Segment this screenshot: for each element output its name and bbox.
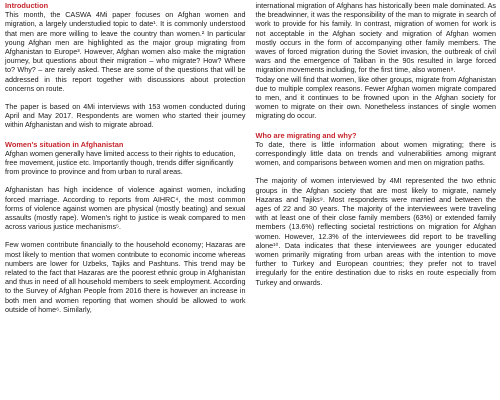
- who-paragraph-1: To date, there is little information about women migrating; there is correspondingly little data on trends and vulnerabilities among migrant women, and comparisons between women and men on migration paths.: [255, 139, 496, 168]
- womens-situation-heading: Women's situation in Afghanistan: [5, 139, 124, 149]
- right-column: [256, 0, 497, 400]
- situation-paragraph-1: Afghan women generally have limited access to their rights to education, free movement, justice etc. Importantly though, trends differ significantly from province to province and from urban to rural areas.: [5, 148, 236, 177]
- intro-paragraph-2: The paper is based on 4Mi interviews with 153 women conducted during April and May 2017. Respondents are women who started their journey within Afghanistan and wish to migrate abroad.: [5, 102, 246, 130]
- situation-paragraph-3: Few women contribute financially to the household economy; Hazaras are most likely to mention that women contribute to economic income whereas numbers are lower for Uzbeks, Tajiks and Pashtuns. This trend may be related to the fact that Hazaras are the poorest ethnic group in Afghanistan and thus in need of all household members to seek employment. According to the Survey of Afghan People from 2016 there is however an increase in both men and women reporting that women should be allowed to work outside of home⁶. Similarly,: [5, 240, 246, 314]
- who-migrating-heading: Who are migrating and why?: [255, 130, 357, 140]
- today-paragraph: Today one will find that women, like other groups, migrate from Afghanistan due to multiple complex reasons. Fewer Afghan women migrate compared to men, and it continues to be frowned upon in the Afghan society for women to migrate on their own. Nonetheless instances of single women migrating do occur.: [255, 74, 496, 121]
- intro-paragraph-1: This month, the CASWA 4Mi paper focuses on Afghan women and migration, a largely understudied topic to date¹. It is commonly understood that men are more willing to leave the country than women.² In particular young Afghan men are highlighted as the major group migrating from Afghanistan to Europe³. However, Afghan women also make the migration journey, but questions about their migration – who migrate? How? Where to? Why? – are rarely asked. These are some of the questions that will be addressed in this report together with discussions about protection concerns on route.: [5, 10, 246, 93]
- left-column: [5, 0, 246, 400]
- situation-paragraph-2: Afghanistan has high incidence of violence against women, including forced marriage. According to reports from AIHRC⁴, the most common forms of violence against women are physical (mostly beating) and sexual assaults (mostly rape). Women's right to justice is weak compared to men across various justice mechanisms⁵.: [5, 185, 246, 232]
- introduction-heading: Introduction: [5, 1, 49, 10]
- migration-history-paragraph: international migration of Afghans has historically been male dominated. As the breadwinner, it was the responsibility of the man to migrate in search of work to provide for his family. In contrast, migration of women for work is not acceptable in the Afghan society and migration of Afghan women mostly occurs in the form of accompanying other family members. The waves of forced migration during the Soviet invasion, the outbreak of civil wars and the emergence of Taliban in the 90s resulted in large forced migration movements including, for the first time, also women⁸.: [255, 1, 496, 75]
- who-paragraph-2: The majority of women interviewed by 4MI represented the two ethnic groups in the Afghan society that are most likely to migrate, namely Hazaras and Tajiks⁹. Most respondents were married and between the ages of 22 and 30 years. The majority of the interviewees were traveling with at least one of their close family members (63%) or extended family members (13.6%) reflecting societal restrictions on migration for Afghan women. However, 12.3% of the interviewees did report to be travelling alone¹⁰. Data indicates that these interviewees are younger educated women primarily migrating from urban areas with the intention to move further to Turkey and European countries; they prefer not to travel irregularly for the entire destination due to risks en route especially from Turkey and onwards.: [255, 176, 496, 287]
